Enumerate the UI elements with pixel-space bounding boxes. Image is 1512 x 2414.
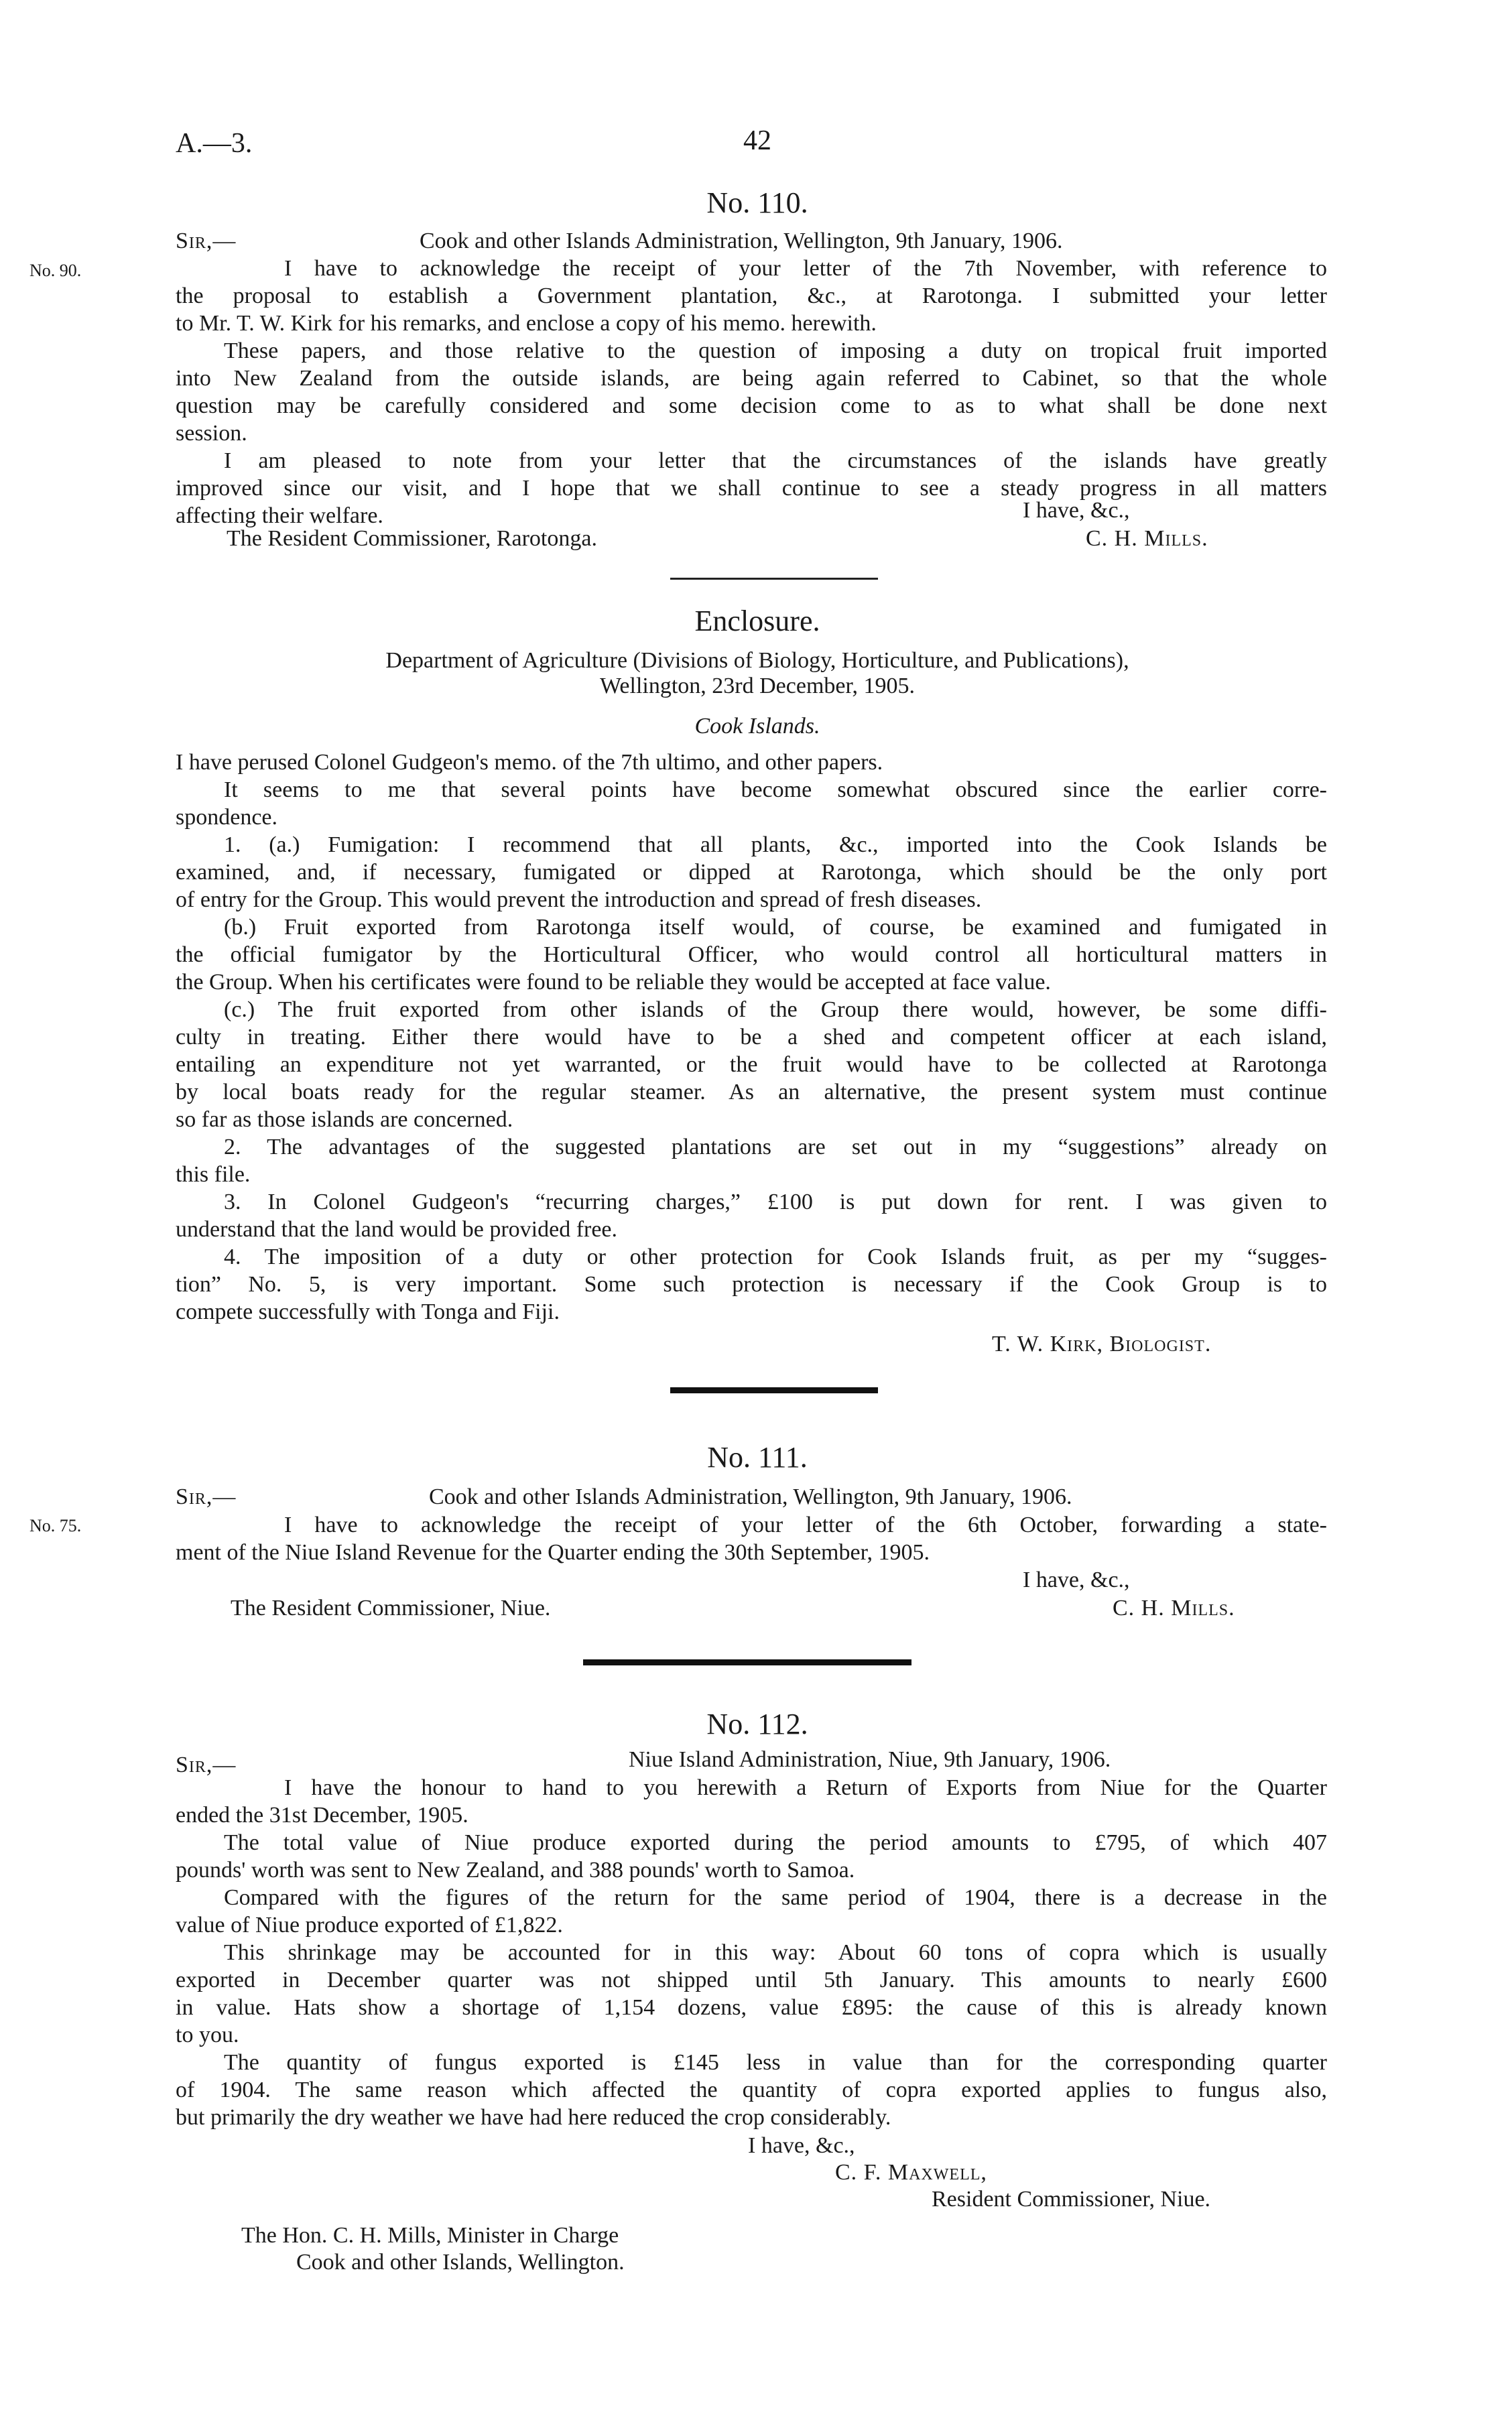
letter-112-line-1: I have the honour to hand to you herewith a Return of Exports from Niue for the Quarter — [284, 1775, 1327, 1800]
enclosure-line-5: examined, and, if necessary, fumigated or dipped at Rarotonga, which should be the only port — [176, 860, 1327, 885]
letter-112-number: No. 112. — [706, 1708, 808, 1740]
letter-110-signature: C. H. Mills. — [1086, 526, 1208, 551]
letter-112-line-11: The quantity of fungus exported is £145 less in value than for the corresponding quarter — [224, 2050, 1327, 2075]
letter-112-dateline: Niue Island Administration, Niue, 9th January, 1906. — [629, 1747, 1111, 1772]
letter-110-number: No. 110. — [706, 186, 808, 219]
enclosure-line-21: compete successfully with Tonga and Fiji. — [176, 1299, 560, 1324]
letter-111-addressee: The Resident Commissioner, Niue. — [231, 1596, 551, 1621]
enclosure-line-18: understand that the land would be provided free. — [176, 1217, 618, 1242]
divider-after-111 — [583, 1659, 911, 1665]
enclosure-line-20: tion” No. 5, is very important. Some such protection is necessary if the Cook Group is to — [176, 1272, 1327, 1297]
enclosure-line-16: this file. — [176, 1162, 251, 1187]
enclosure-line-19: 4. The imposition of a duty or other protection for Cook Islands fruit, as per my “sugges- — [224, 1245, 1327, 1269]
margin-ref-no-75: No. 75. — [29, 1516, 82, 1535]
letter-110-line-10: affecting their welfare. — [176, 503, 383, 528]
letter-112-line-8: exported in December quarter was not shipped until 5th January. This amounts to nearly £600 — [176, 1968, 1327, 1992]
page-number: 42 — [743, 125, 771, 156]
enclosure-dept-line-1: Department of Agriculture (Divisions of Biology, Horticulture, and Publications), — [385, 648, 1129, 673]
enclosure-line-14: so far as those islands are concerned. — [176, 1107, 513, 1132]
letter-112-line-7: This shrinkage may be accounted for in this way: About 60 tons of copra which is usually — [224, 1940, 1327, 1965]
letter-110-line-5: into New Zealand from the outside islands, are being again referred to Cabinet, so that the whole — [176, 366, 1327, 391]
letter-111-line-1: I have to acknowledge the receipt of your letter of the 6th October, forwarding a state- — [284, 1513, 1327, 1537]
letter-110-salutation: Sir,— — [176, 229, 237, 253]
letter-111-number: No. 111. — [707, 1441, 808, 1474]
letter-112-line-5: Compared with the figures of the return for the same period of 1904, there is a decrease in the — [224, 1885, 1327, 1910]
letter-112-line-4: pounds' worth was sent to New Zealand, and 388 pounds' worth to Samoa. — [176, 1858, 855, 1883]
enclosure-line-11: culty in treating. Either there would have to be a shed and competent officer at each island, — [176, 1025, 1327, 1050]
letter-111-dateline: Cook and other Islands Administration, Wellington, 9th January, 1906. — [429, 1484, 1072, 1509]
enclosure-subtitle: Cook Islands. — [694, 714, 820, 739]
letter-110-line-6: question may be carefully considered and some decision come to as to what shall be done next — [176, 393, 1327, 418]
letter-111-closing: I have, &c., — [1023, 1568, 1130, 1592]
enclosure-line-10: (c.) The fruit exported from other islands of the Group there would, however, be some diffi- — [224, 997, 1327, 1022]
enclosure-line-12: entailing an expenditure not yet warranted, or the fruit would have to be collected at Rarotonga — [176, 1052, 1327, 1077]
enclosure-line-2: It seems to me that several points have become somewhat obscured since the earlier corre- — [224, 777, 1327, 802]
enclosure-line-6: of entry for the Group. This would prevent the introduction and spread of fresh diseases. — [176, 887, 982, 912]
enclosure-line-1: I have perused Colonel Gudgeon's memo. of the 7th ultimo, and other papers. — [176, 750, 883, 775]
letter-112-addressee-line-2: Cook and other Islands, Wellington. — [296, 2250, 625, 2275]
letter-112-signature-title: Resident Commissioner, Niue. — [932, 2187, 1211, 2212]
letter-110-dateline: Cook and other Islands Administration, Wellington, 9th January, 1906. — [420, 229, 1063, 253]
letter-112-signature: C. F. Maxwell, — [835, 2160, 987, 2185]
enclosure-line-7: (b.) Fruit exported from Rarotonga itself would, of course, be examined and fumigated in — [224, 915, 1327, 940]
letter-111-signature: C. H. Mills. — [1113, 1596, 1235, 1621]
letter-112-line-9: in value. Hats show a shortage of 1,154 dozens, value £895: the cause of this is already known — [176, 1995, 1327, 2020]
letter-112-addressee-line-1: The Hon. C. H. Mills, Minister in Charge — [241, 2223, 619, 2248]
divider-after-enclosure — [670, 1387, 878, 1393]
letter-112-line-12: of 1904. The same reason which affected the quantity of copra exported applies to fungus also, — [176, 2078, 1327, 2102]
letter-110-line-1: I have to acknowledge the receipt of your letter of the 7th November, with reference to — [284, 256, 1327, 281]
margin-ref-no-90: No. 90. — [29, 261, 82, 280]
letter-112-line-10: to you. — [176, 2023, 239, 2047]
enclosure-line-4: 1. (a.) Fumigation: I recommend that all plants, &c., imported into the Cook Islands be — [224, 832, 1327, 857]
letter-111-line-2: ment of the Niue Island Revenue for the Quarter ending the 30th September, 1905. — [176, 1540, 930, 1565]
letter-110-addressee: The Resident Commissioner, Rarotonga. — [227, 526, 597, 551]
enclosure-line-15: 2. The advantages of the suggested plantations are set out in my “suggestions” already on — [224, 1135, 1327, 1159]
letter-110-line-4: These papers, and those relative to the question of imposing a duty on tropical fruit imported — [224, 338, 1327, 363]
enclosure-line-17: 3. In Colonel Gudgeon's “recurring charges,” £100 is put down for rent. I was given to — [224, 1190, 1327, 1214]
letter-110-line-2: the proposal to establish a Government plantation, &c., at Rarotonga. I submitted your letter — [176, 283, 1327, 308]
doc-ref: A.—3. — [176, 128, 253, 159]
divider-after-110 — [670, 578, 878, 580]
letter-112-line-2: ended the 31st December, 1905. — [176, 1803, 468, 1828]
letter-112-salutation: Sir,— — [176, 1753, 237, 1777]
letter-112-line-3: The total value of Niue produce exported during the period amounts to £795, of which 407 — [224, 1830, 1327, 1855]
letter-112-line-13: but primarily the dry weather we have had here reduced the crop considerably. — [176, 2105, 891, 2130]
letter-111-salutation: Sir,— — [176, 1484, 237, 1509]
letter-112-line-6: value of Niue produce exported of £1,822. — [176, 1913, 563, 1937]
enclosure-line-13: by local boats ready for the regular steamer. As an alternative, the present system must continue — [176, 1080, 1327, 1104]
enclosure-line-3: spondence. — [176, 805, 278, 830]
enclosure-line-8: the official fumigator by the Horticultural Officer, who would control all horticultural matters in — [176, 942, 1327, 967]
letter-110-closing: I have, &c., — [1023, 498, 1130, 523]
enclosure-line-9: the Group. When his certificates were found to be reliable they would be accepted at face value. — [176, 970, 1051, 995]
enclosure-heading: Enclosure. — [694, 605, 820, 637]
letter-110-line-7: session. — [176, 421, 247, 446]
letter-110-line-9: improved since our visit, and I hope that we shall continue to see a steady progress in all matters — [176, 476, 1327, 501]
letter-110-line-8: I am pleased to note from your letter that the circumstances of the islands have greatly — [224, 448, 1327, 473]
letter-110-line-3: to Mr. T. W. Kirk for his remarks, and enclose a copy of his memo. herewith. — [176, 311, 877, 336]
letter-112-closing: I have, &c., — [748, 2133, 855, 2158]
enclosure-dept-line-2: Wellington, 23rd December, 1905. — [600, 674, 915, 698]
enclosure-signature: T. W. Kirk, Biologist. — [992, 1332, 1212, 1356]
